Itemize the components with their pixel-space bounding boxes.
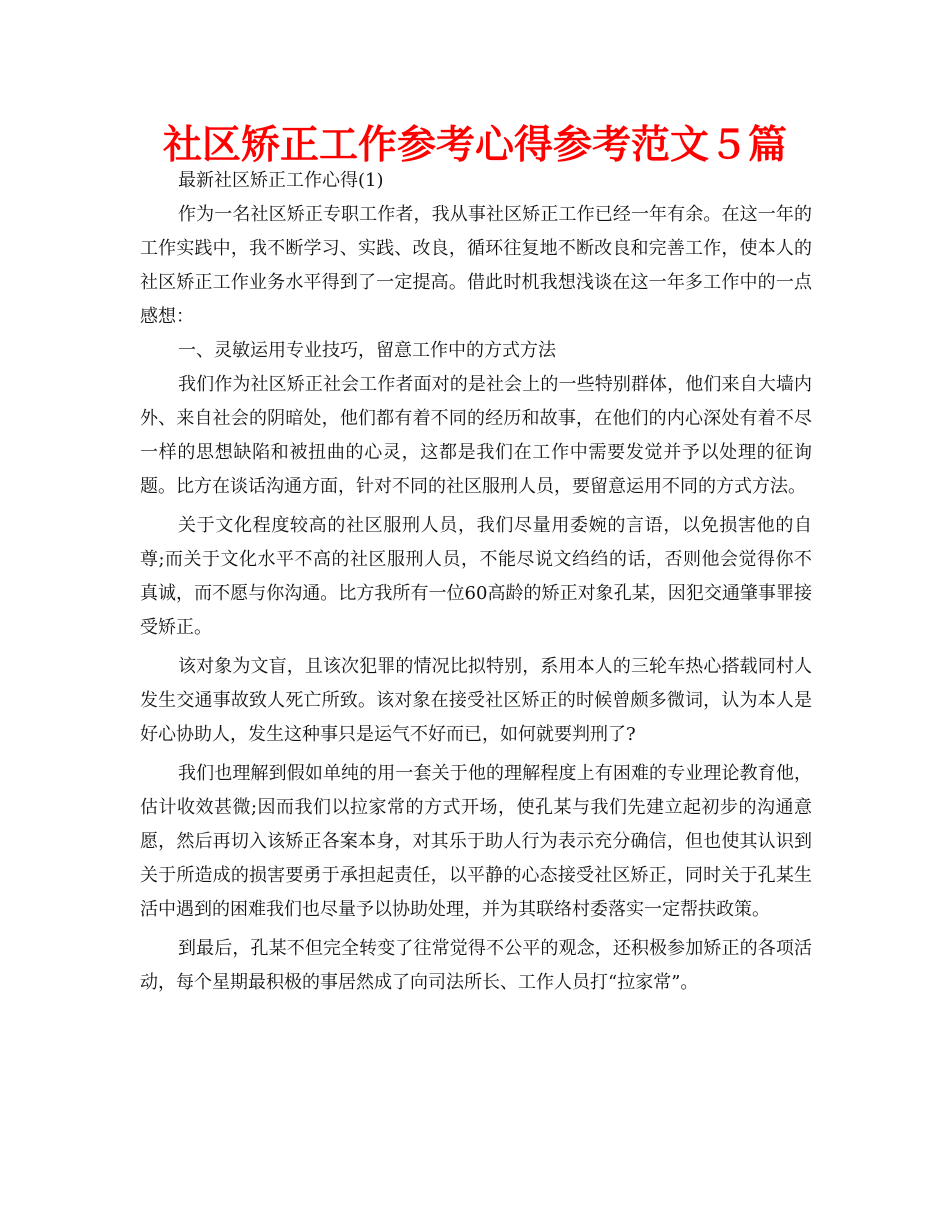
paragraph-outcome: 到最后，孔某不但完全转变了往常觉得不公平的观念，还积极参加矫正的各项活动，每个星期最积极的事居然成了向司法所长、工作人员打“拉家常”。 — [140, 938, 812, 993]
paragraph-special-groups: 我们作为社区矫正社会工作者面对的是社会上的一些特别群体，他们来自大墙内外、来自社会的阴暗处，他们都有着不同的经历和故事，在他们的内心深处有着不尽一样的思想缺陷和被扭曲的心灵，这都是我们在工作中需要发觉并予以处理的征询题。比方在谈话沟通方面，针对不同的社区服刑人员，要留意运用不同的方式方法。 — [140, 374, 812, 497]
document-body — [140, 164, 812, 1000]
document-title: 社区矫正工作参考心得参考范文５篇 — [162, 123, 787, 168]
paragraph-education-level: 关于文化程度较高的社区服刑人员，我们尽量用委婉的言语，以免损害他的自尊;而关于文化水平不高的社区服刑人员，不能尽说文绉绉的话，否则他会觉得你不真诚，而不愿与你沟通。比方我所有一位60高龄的矫正对象孔某，因犯交通肇事罪接受矫正。 — [140, 515, 812, 638]
paragraph-intro: 作为一名社区矫正专职工作者，我从事社区矫正工作已经一年有余。在这一年的工作实践中，我不断学习、实践、改良，循环往复地不断改良和完善工作，使本人的社区矫正工作业务水平得到了一定提高。借此时机我想浅谈在这一年多工作中的一点感想： — [140, 204, 812, 327]
paragraph-case-description: 该对象为文盲，且该次犯罪的情况比拟特别，系用本人的三轮车热心搭载同村人发生交通事故致人死亡所致。该对象在接受社区矫正的时候曾颇多微词，认为本人是好心协助人，发生这种事只是运气不好而已，如何就要判刑了? — [140, 656, 812, 745]
document-subtitle: 最新社区矫正工作心得(1) — [178, 170, 384, 191]
section-heading: 一、灵敏运用专业技巧，留意工作中的方式方法 — [178, 340, 556, 361]
paragraph-approach: 我们也理解到假如单纯的用一套关于他的理解程度上有困难的专业理论教育他，估计收效甚微;因而我们以拉家常的方式开场，使孔某与我们先建立起初步的沟通意愿，然后再切入该矫正各案本身，对其乐于助人行为表示充分确信，但也使其认识到关于所造成的损害要勇于承担起责任，以平静的心态接受社区矫正，同时关于孔某生活中遇到的困难我们也尽量予以协助处理，并为其联络村委落实一定帮扶政策。 — [140, 763, 812, 920]
